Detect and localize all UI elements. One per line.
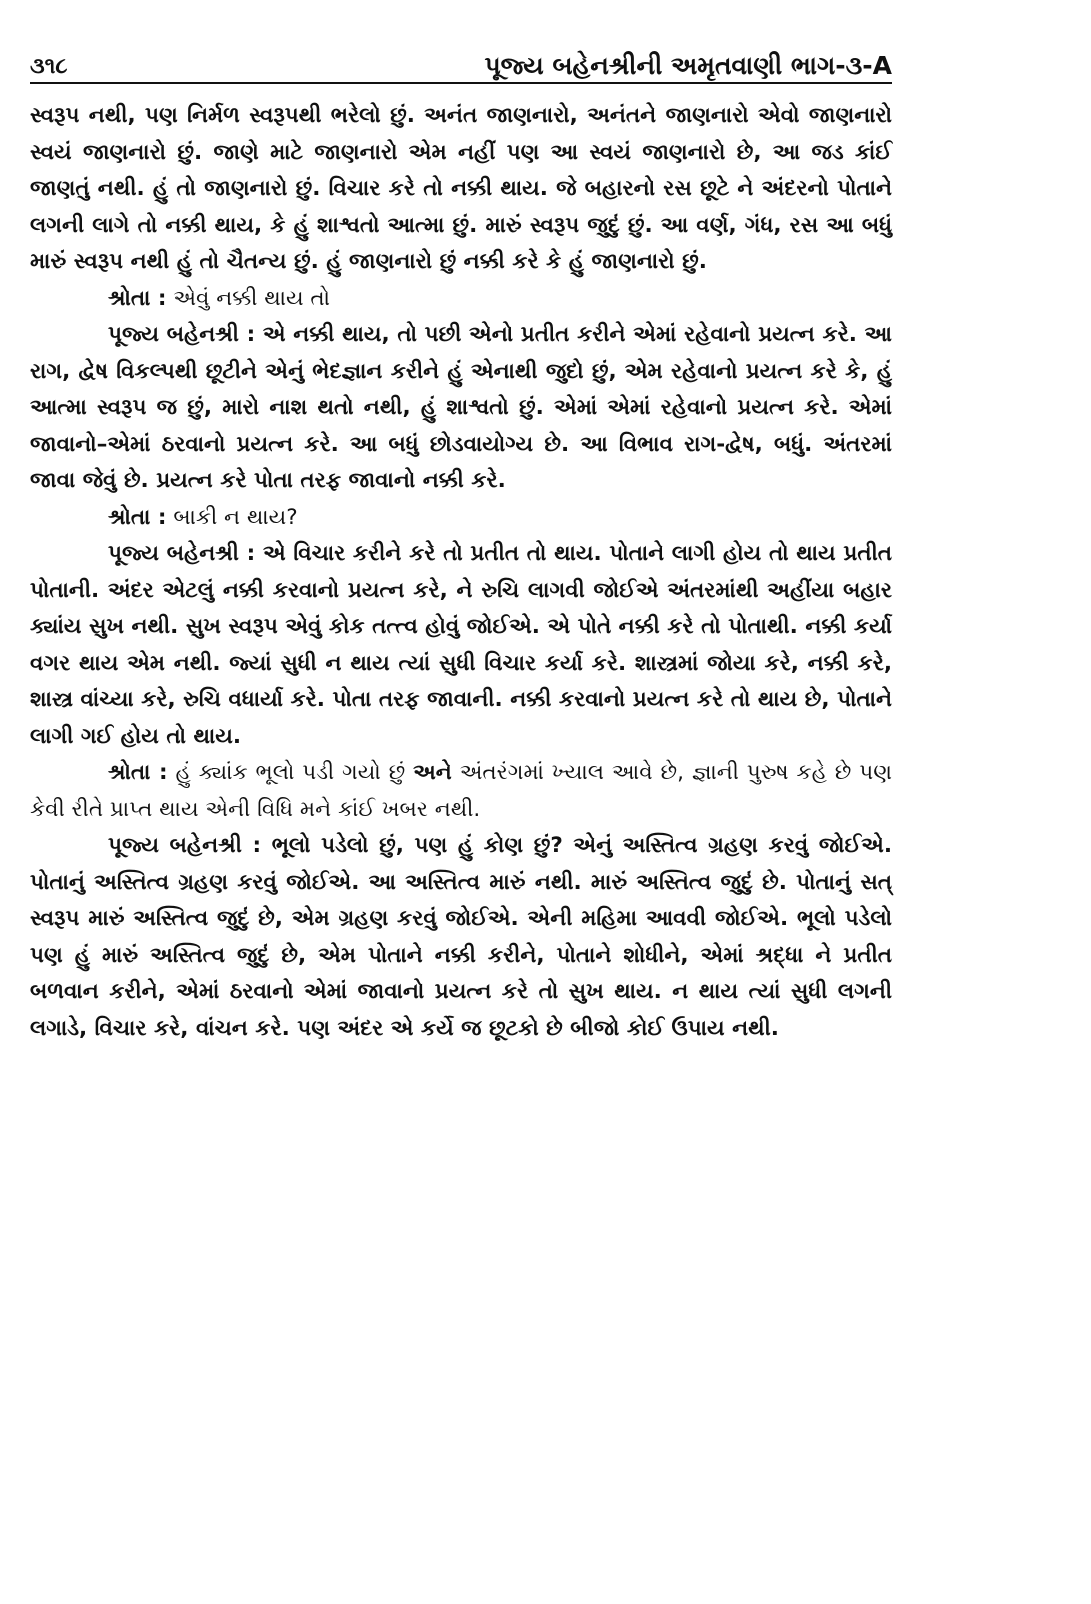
question-text: બાકી ન થાય? bbox=[173, 504, 298, 530]
page-body bbox=[30, 98, 892, 1047]
page-number: ૩૧૮ bbox=[30, 54, 68, 79]
paragraph: સ્વરૂપ નથી, પણ નિર્મળ સ્વરૂપથી ભરેલો છું. અનંત જાણનારો, અનંતને જાણનારો એવો જાણનારો સ્વયં જાણનારો છું. જાણે માટે જાણનારો એમ નહીં પણ આ સ્વયં જાણનારો છે, આ જડ કાંઈ જાણતું નથી. હું તો જાણનારો છું. વિચાર કરે તો નક્કી થાય. જે બહારનો રસ છૂટે ને અંદરનો પોતાને લગની લાગે તો નક્કી થાય, કે હું શાશ્વતો આત્મા છું. મારું સ્વરૂપ જુદું છું. આ વર્ણ, ગંધ, રસ આ બધું મારું સ્વરૂપ નથી હું તો ચૈતન્ય છું. હું જાણનારો છું નક્કી કરે કે હું જાણનારો છું. bbox=[30, 103, 892, 274]
teacher-answer bbox=[30, 317, 892, 500]
answer-text: એ વિચાર કરીને કરે તો પ્રતીત તો થાય. પોતાને લાગી હોય તો થાય પ્રતીત પોતાની. અંદર એટલું નક્કી કરવાનો પ્રયત્ન કરે, ને રુચિ લાગવી જોઈએ અંતરમાંથી અહીંયા બહાર ક્યાંય સુખ નથી. સુખ સ્વરૂપ એવું કોક તત્ત્વ હોવું જોઈએ. એ પોતે નક્કી કરે તો પોતાથી. નક્કી કર્યા વગર થાય એમ નથી. જ્યાં સુધી ન થાય ત્યાં સુધી વિચાર કર્યા કરે. શાસ્ત્રમાં જોયા કરે, નક્કી કરે, શાસ્ત્ર વાંચ્યા કરે, રુચિ વધાર્યા કરે. પોતા તરફ જાવાની. નક્કી કરવાનો પ્રયત્ન કરે તો થાય છે, પોતાને લાગી ગઈ હોય તો થાય. bbox=[30, 541, 892, 749]
answer-text: એ નક્કી થાય, તો પછી એનો પ્રતીત કરીને એમાં રહેવાનો પ્રયત્ન કરે. આ રાગ, દ્વેષ વિકલ્પથી છૂટીને એનું ભેદજ્ઞાન કરીને હું એનાથી જુદો છું, એમ રહેવાનો પ્રયત્ન કરે કે, હું આત્મા સ્વરૂપ જ છું, મારો નાશ થતો નથી, હું શાશ્વતો છું. એમાં એમાં રહેવાનો પ્રયત્ન કરે. એમાં જાવાનો–એમાં ઠરવાનો પ્રયત્ન કરે. આ બધું છોડવાયોગ્ય છે. આ વિભાવ રાગ-દ્વેષ, બધું. અંતરમાં જાવા જેવું છે. પ્રયત્ન કરે પોતા તરફ જાવાનો નક્કી કરે. bbox=[30, 322, 892, 493]
question-text-part: અંતરંગમાં ખ્યાલ આવે છે, જ્ઞાની પુરુષ કહે છે પણ કેવી રીતે પ્રાપ્ત થાય એની વિધિ મને કાંઈ ખબર નથી. bbox=[30, 760, 892, 822]
running-title: પૂજ્ય બહેનશ્રીની અમૃતવાણી ભાગ-૩-A bbox=[484, 51, 892, 80]
answer-text: ભૂલો પડેલો છું, પણ હું કોણ છું? એનું અસ્તિત્વ ગ્રહણ કરવું જોઈએ. પોતાનું અસ્તિત્વ ગ્રહણ કરવું જોઈએ. આ અસ્તિત્વ મારું નથી. મારું અસ્તિત્વ જુદું છે. પોતાનું સત્ સ્વરૂપ મારું અસ્તિત્વ જુદું છે, એમ ગ્રહણ કરવું જોઈએ. એની મહિમા આવવી જોઈએ. ભૂલો પડેલો પણ હું મારું અસ્તિત્વ જુદું છે, એમ પોતાને નક્કી કરીને, પોતાને શોધીને, એમાં શ્રદ્ધા ને પ્રતીત બળવાન કરીને, એમાં ઠરવાનો એમાં જાવાનો પ્રયત્ન કરે તો સુખ થાય. ન થાય ત્યાં સુધી લગની લગાડે, વિચાર કરે, વાંચન કરે. પણ અંદર એ કર્યે જ છૂટકો છે બીજો કોઈ ઉપાય નથી. bbox=[30, 833, 892, 1041]
speaker-label: પૂજ્ય બહેનશ્રી : bbox=[108, 322, 256, 347]
teacher-answer bbox=[30, 828, 892, 1047]
question-text: એવું નક્કી થાય તો bbox=[173, 285, 331, 311]
listener-question bbox=[30, 500, 892, 537]
emphasized-word: અને bbox=[413, 760, 452, 785]
listener-question bbox=[30, 281, 892, 318]
speaker-label: શ્રોતા : bbox=[108, 504, 167, 530]
speaker-label: પૂજ્ય બહેનશ્રી : bbox=[108, 833, 262, 858]
listener-question bbox=[30, 755, 892, 828]
question-text-part: હું ક્યાંક ભૂલો પડી ગયો છું bbox=[175, 760, 406, 785]
speaker-label: શ્રોતા : bbox=[108, 285, 167, 311]
teacher-answer bbox=[30, 536, 892, 755]
speaker-label: પૂજ્ય બહેનશ્રી : bbox=[108, 541, 256, 566]
speaker-label: શ્રોતા : bbox=[108, 760, 168, 785]
document-page bbox=[30, 38, 892, 1047]
page-header bbox=[30, 38, 892, 84]
